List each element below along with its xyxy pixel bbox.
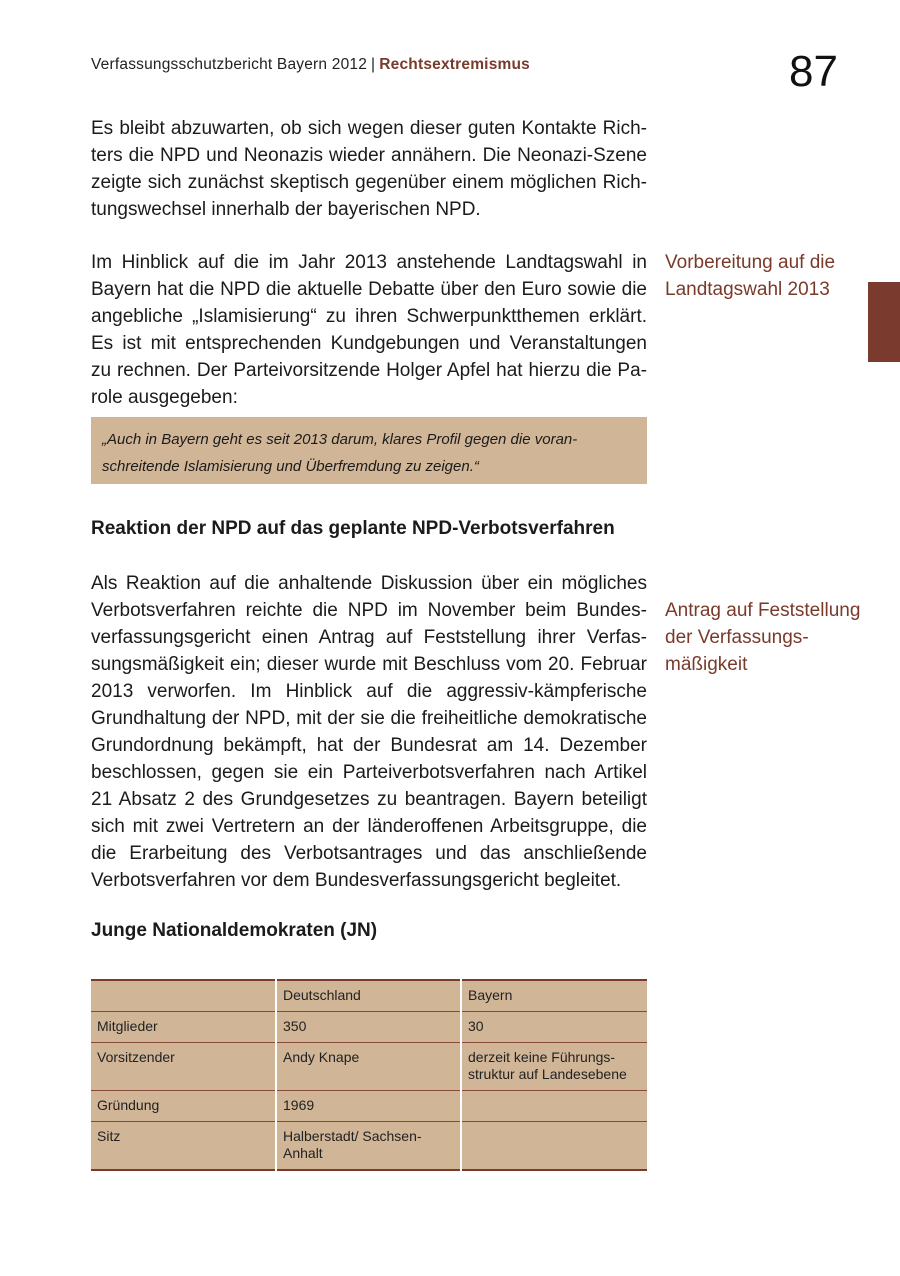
chapter-tab <box>868 282 900 362</box>
table-cell <box>461 1122 647 1171</box>
table-row <box>91 1122 647 1171</box>
table-cell: derzeit keine Führungsstruktur auf Landesebene <box>461 1043 647 1091</box>
table-cell: Gründung <box>91 1091 276 1122</box>
running-header <box>91 56 530 74</box>
paragraph-1: Es bleibt abzuwarten, ob sich wegen dieser guten Kontakte Richters die NPD und Neonazis wieder annähern. Die Neonazi-Szene zeigte sich zunächst skeptisch gegenüber einem möglichen Richtungswechsel innerhalb der bayerischen NPD. <box>91 118 647 220</box>
table-header-cell <box>91 980 276 1012</box>
section-title: Rechtsextremismus <box>379 56 530 73</box>
table-cell: Sitz <box>91 1122 276 1171</box>
table-cell <box>461 1091 647 1122</box>
quote-box: „Auch in Bayern geht es seit 2013 darum, klares Profil gegen die voranschreitende Islamisierung und Überfremdung zu zeigen.“ <box>91 417 647 484</box>
table-cell: Andy Knape <box>276 1043 461 1091</box>
margin-note-landtagswahl: Vorbereitung auf die Landtagswahl 2013 <box>665 252 836 300</box>
page-number: 87 <box>789 47 838 96</box>
margin-note-antrag: Antrag auf Feststellung der Verfassungsmäßigkeit <box>665 600 861 675</box>
paragraph-3-block <box>91 570 647 894</box>
table-header-cell: Bayern <box>461 980 647 1012</box>
table-cell: Mitglieder <box>91 1012 276 1043</box>
table-row <box>91 1012 647 1043</box>
table-cell: 1969 <box>276 1091 461 1122</box>
table-cell: Halberstadt/ Sachsen-Anhalt <box>276 1122 461 1171</box>
table-cell: Vorsitzender <box>91 1043 276 1091</box>
table-cell: 350 <box>276 1012 461 1043</box>
jn-data-table <box>91 979 647 1171</box>
paragraph-1-block <box>91 115 647 223</box>
table-header-row <box>91 980 647 1012</box>
publication-title: Verfassungsschutzbericht Bayern 2012 <box>91 56 368 73</box>
table-cell: 30 <box>461 1012 647 1043</box>
header-separator: | <box>371 56 376 73</box>
heading-junge-nationaldemokraten: Junge Nationaldemokraten (JN) <box>91 920 378 941</box>
table-row <box>91 1043 647 1091</box>
paragraph-3: Als Reaktion auf die anhaltende Diskussion über ein mögliches Verbotsverfahren reichte die NPD im November beim Bundesverfassungsgericht einen Antrag auf Feststellung ihrer Verfassungsmäßigkeit ein; dieser wurde mit Beschluss vom 20. Februar 2013 verworfen. Im Hinblick auf die aggressiv-kämpferische Grundhaltung der NPD, mit der sie die freiheitliche demokratische Grundordnung bekämpft, hat der Bundesrat am 14. Dezember beschlossen, gegen sie ein Parteiverbotsverfahren nach Artikel 21 Absatz 2 des Grundgesetzes zu beantragen. Bayern beteiligt sich mit zwei Vertretern an der länderoffenen Arbeitsgruppe, die die Erarbeitung des Verbotsantrages und das anschließende Verbotsverfahren vor dem Bundesverfassungsgericht begleitet. <box>91 573 647 891</box>
paragraph-2: Im Hinblick auf die im Jahr 2013 anstehende Landtagswahl in Bayern hat die NPD die aktuelle Debatte über den Euro sowie die angebliche „Islamisierung“ zu ihren Schwerpunktthemen erklärt. Es ist mit entsprechenden Kundgebungen und Veranstaltungen zu rechnen. Der Parteivorsitzende Holger Apfel hat hierzu die Parole ausgegeben: <box>91 252 647 408</box>
table-row <box>91 1091 647 1122</box>
table-header-cell: Deutschland <box>276 980 461 1012</box>
heading-npd-verbotsverfahren: Reaktion der NPD auf das geplante NPD-Verbotsverfahren <box>91 518 615 539</box>
paragraph-2-block <box>91 249 647 411</box>
